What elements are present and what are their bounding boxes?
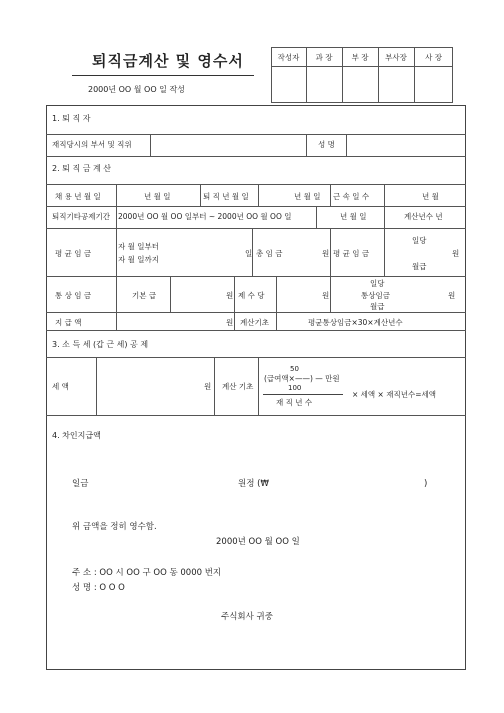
dept-label: 재직당시의 부서 및 직위 [52, 140, 132, 149]
amount-label: 일금 [72, 479, 89, 489]
name-label: 성 명 [318, 140, 335, 149]
ordinary-daily-label: 일당 [370, 279, 385, 288]
company-line: 주식회사 귀중 [221, 612, 273, 622]
amount-won: 원정 (₩ [238, 479, 269, 489]
ordinary-monthly-label: 월급 [370, 302, 385, 311]
formula-denominator: 100 [288, 384, 302, 392]
receipt-date: 2000년 OO 월 OO 일 [216, 537, 300, 547]
service-days-value: 년 월 [422, 192, 439, 201]
avg-monthly-label: 월급 [412, 262, 427, 271]
title-underline [72, 75, 254, 76]
document-title: 퇴직금계산 및 영수서 [92, 52, 244, 70]
section4-heading: 4. 차인지급액 [52, 431, 101, 440]
formula-fraction-bar [263, 394, 343, 395]
calc-formula: 평균통상임금×30×계산년수 [308, 318, 403, 327]
ordinary-wage-label: 통 상 임 금 [55, 291, 92, 300]
total-wage-won: 원 [322, 249, 330, 258]
approval-vice-president: 부사장 [385, 53, 407, 62]
tax-label: 세 액 [52, 382, 69, 391]
pay-amount-label: 지 급 액 [55, 318, 82, 327]
avg-daily-label: 일당 [412, 236, 427, 245]
other-period-label: 퇴직기타공제기간 [52, 212, 110, 221]
service-days-label: 근 속 일 수 [333, 192, 370, 201]
base-pay-won: 원 [226, 291, 234, 300]
avg-wage2-label: 평 균 임 금 [333, 249, 370, 258]
formula-top: (급여액×——) — 만원 [264, 374, 340, 383]
formula-numerator: 50 [290, 365, 299, 373]
avg-period-from: 자 월 일부터 [118, 242, 159, 251]
allowance-label: 제 수 당 [238, 291, 265, 300]
ordinary-wage-sub: 통상임금 [361, 291, 390, 300]
formula-bottom: 재 직 년 수 [276, 398, 313, 407]
calc-basis-label: 계산기초 [240, 318, 269, 327]
date-line: 2000년 OO 월 OO 일 작성 [88, 85, 185, 94]
other-period-ymd: 년 월 일 [340, 212, 367, 221]
section1-heading: 1. 퇴 직 자 [52, 114, 91, 123]
retire-date-value: 년 월 일 [294, 192, 321, 201]
formula-result: × 세액 × 재직년수=세액 [352, 390, 436, 399]
approval-department-head: 부 장 [351, 53, 369, 62]
avg-period-to: 자 월 일까지 [118, 255, 159, 264]
allowance-won: 원 [322, 291, 330, 300]
approval-writer: 작성자 [277, 53, 300, 62]
tax-won: 원 [204, 382, 212, 391]
section2-heading: 2. 퇴 직 금 계 산 [52, 164, 111, 173]
tax-basis-label: 계산 기초 [222, 382, 254, 391]
section3-heading: 3. 소 득 세 (갑 근 세) 공 제 [52, 340, 149, 349]
retire-date-label: 퇴 직 년 월 일 [203, 192, 249, 201]
avg-won: 원 [452, 249, 460, 258]
approval-section-chief: 과 장 [315, 53, 333, 62]
name-line: 성 명 : O O O [72, 583, 125, 593]
base-pay-label: 기본 급 [132, 291, 157, 300]
hire-date-label: 채 용 년 월 일 [55, 192, 101, 201]
receipt-text: 위 금액을 정히 영수함. [72, 522, 157, 532]
total-wage-label: 총 임 금 [256, 249, 283, 258]
pay-amount-won: 원 [226, 318, 234, 327]
hire-date-value: 년 월 일 [144, 192, 171, 201]
calc-years-value: 계산년수 년 [404, 212, 443, 221]
approval-president: 사 장 [425, 53, 442, 62]
avg-wage-label: 평 균 임 금 [55, 249, 92, 258]
avg-day-unit: 일 [245, 249, 253, 258]
other-period-value: 2000년 OO 월 OO 일부터 ~ 2000년 OO 월 OO 일 [118, 212, 292, 221]
address-line: 주 소 : OO 시 OO 구 OO 동 0000 번지 [72, 568, 222, 578]
ordinary-won: 원 [448, 291, 456, 300]
amount-close-paren: ) [424, 479, 428, 489]
